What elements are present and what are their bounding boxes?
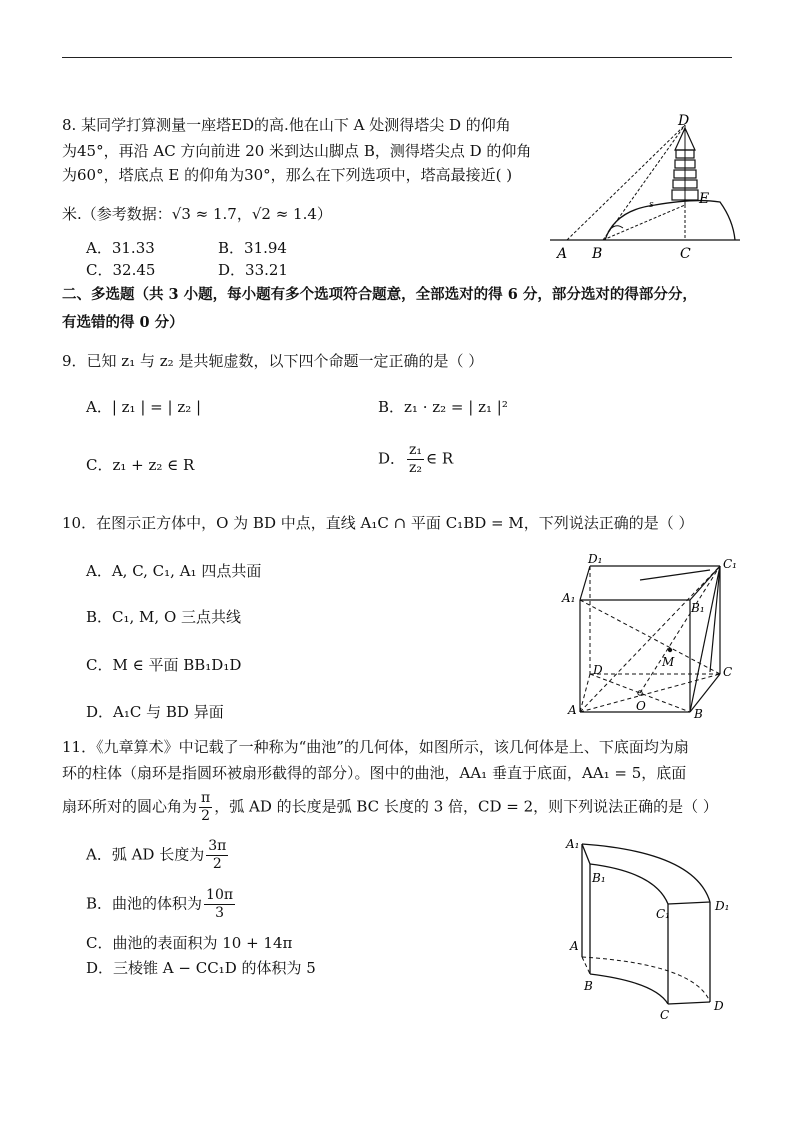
q9-stem: 9．已知 z₁ 与 z₂ 是共轭虚数，以下四个命题一定正确的是（ ） bbox=[62, 352, 484, 370]
q11-option-a bbox=[86, 838, 230, 873]
q9-option-d bbox=[378, 442, 453, 477]
q11-label-b1: B₁ bbox=[592, 871, 606, 885]
q10-label-b: B bbox=[694, 707, 703, 721]
q11-option-b-fraction bbox=[204, 887, 235, 922]
q10-label-c: C bbox=[723, 665, 733, 679]
q10-label-a1: A₁ bbox=[562, 591, 576, 605]
q10-cube-figure bbox=[560, 552, 740, 722]
q10-stem: 10．在图示正方体中，O 为 BD 中点，直线 A₁C ∩ 平面 C₁BD = M，下列说法正确的是（ ） bbox=[62, 514, 694, 532]
q10-option-a: A．A, C, C₁, A₁ 四点共面 bbox=[86, 562, 262, 580]
q11-line-3-suffix: ，弧 AD 的长度是弧 BC 长度的 3 倍，CD = 2，则下列说法正确的是（ ） bbox=[214, 797, 718, 816]
q11-option-b-denominator: 3 bbox=[215, 905, 224, 921]
q10-option-d: D．A₁C 与 BD 异面 bbox=[86, 703, 224, 721]
q8-option-b: B．31.94 bbox=[218, 239, 287, 257]
q10-label-d1: D₁ bbox=[588, 552, 603, 566]
q10-label-a: A bbox=[568, 703, 577, 717]
q11-label-a: A bbox=[570, 939, 579, 953]
q11-angle-denominator: 2 bbox=[201, 808, 211, 824]
q11-option-a-prefix: A．弧 AD 长度为 bbox=[86, 845, 205, 864]
q11-option-a-fraction bbox=[206, 838, 228, 873]
q8-option-c: C．32.45 bbox=[86, 261, 156, 279]
q9-option-d-fraction bbox=[407, 442, 424, 477]
q8-label-s: s bbox=[649, 200, 654, 210]
q11-label-c: C bbox=[660, 1008, 670, 1022]
q11-label-b: B bbox=[584, 979, 593, 993]
q8-label-e: E bbox=[699, 191, 710, 207]
q8-tower-figure bbox=[545, 110, 745, 265]
q11-line-3 bbox=[62, 790, 718, 825]
q11-label-a1: A₁ bbox=[566, 837, 580, 851]
q11-option-c: C．曲池的表面积为 10 + 14π bbox=[86, 934, 293, 952]
header-rule bbox=[62, 57, 732, 58]
q8-option-a: A．31.33 bbox=[86, 239, 155, 257]
q9-option-d-tail: ∈ R bbox=[426, 449, 454, 468]
q11-option-d: D．三棱锥 A − CC₁D 的体积为 5 bbox=[86, 959, 316, 977]
q11-angle-numerator: π bbox=[201, 790, 211, 806]
q9-option-a: A．| z₁ | = | z₂ | bbox=[86, 398, 202, 416]
q11-line-3-prefix: 扇环所对的圆心角为 bbox=[62, 797, 198, 816]
q8-label-c: C bbox=[680, 246, 691, 262]
q9-option-d-numerator: z₁ bbox=[409, 442, 423, 458]
q10-label-b1: B₁ bbox=[691, 601, 705, 615]
q10-label-c1: C₁ bbox=[723, 557, 737, 571]
q11-label-c1: C₁ bbox=[656, 907, 670, 921]
q11-option-a-denominator: 2 bbox=[212, 856, 222, 872]
q9-option-d-denominator: z₂ bbox=[409, 460, 423, 476]
q8-line-1: 8. 某同学打算测量一座塔ED的高.他在山下 A 处测得塔尖 D 的仰角 bbox=[62, 116, 511, 134]
q10-label-o: O bbox=[636, 699, 646, 713]
q11-option-b-prefix: B．曲池的体积为 bbox=[86, 894, 203, 913]
q9-option-b: B．z₁ · z₂ = | z₁ |² bbox=[378, 398, 508, 416]
q10-option-c: C．M ∈ 平面 BB₁D₁D bbox=[86, 656, 242, 674]
q9-option-d-label: D． bbox=[378, 449, 406, 468]
q11-option-b-numerator: 10π bbox=[206, 887, 234, 903]
q10-label-m: M bbox=[662, 655, 675, 669]
q8-line-2: 为45°，再沿 AC 方向前进 20 米到达山脚点 B，测得塔尖点 D 的仰角 bbox=[62, 142, 532, 160]
q11-label-d: D bbox=[714, 999, 724, 1013]
q8-label-d: D bbox=[678, 113, 690, 129]
q8-line-4: 米.（参考数据：√3 ≈ 1.7，√2 ≈ 1.4） bbox=[62, 205, 332, 223]
q11-label-d1: D₁ bbox=[715, 899, 730, 913]
q11-curved-pool-figure bbox=[560, 832, 750, 1022]
q8-label-a: A bbox=[557, 246, 568, 262]
q9-option-c: C．z₁ + z₂ ∈ R bbox=[86, 456, 195, 474]
q11-option-b bbox=[86, 887, 237, 922]
q11-option-a-numerator: 3π bbox=[208, 838, 227, 854]
q8-option-d: D．33.21 bbox=[218, 261, 288, 279]
q8-line-3: 为60°，塔底点 E 的仰角为30°，那么在下列选项中，塔高最接近( ) bbox=[62, 166, 513, 184]
q11-line-2: 环的柱体（扇环是指圆环被扇形截得的部分）。图中的曲池，AA₁ 垂直于底面，AA₁ = 5，底面 bbox=[62, 764, 687, 782]
q8-label-b: B bbox=[592, 246, 603, 262]
q10-option-b: B．C₁, M, O 三点共线 bbox=[86, 608, 242, 626]
q11-angle-fraction bbox=[199, 790, 212, 825]
section2-line-1: 二、多选题（共 3 小题，每小题有多个选项符合题意，全部选对的得 6 分，部分选对的得部分分， bbox=[62, 286, 697, 303]
q11-line-1: 11．《九章算术》中记载了一种称为“曲池”的几何体，如图所示，该几何体是上、下底面均为扇 bbox=[62, 738, 689, 756]
q10-label-d: D bbox=[593, 663, 603, 677]
section2-line-2: 有选错的得 0 分） bbox=[62, 314, 184, 331]
